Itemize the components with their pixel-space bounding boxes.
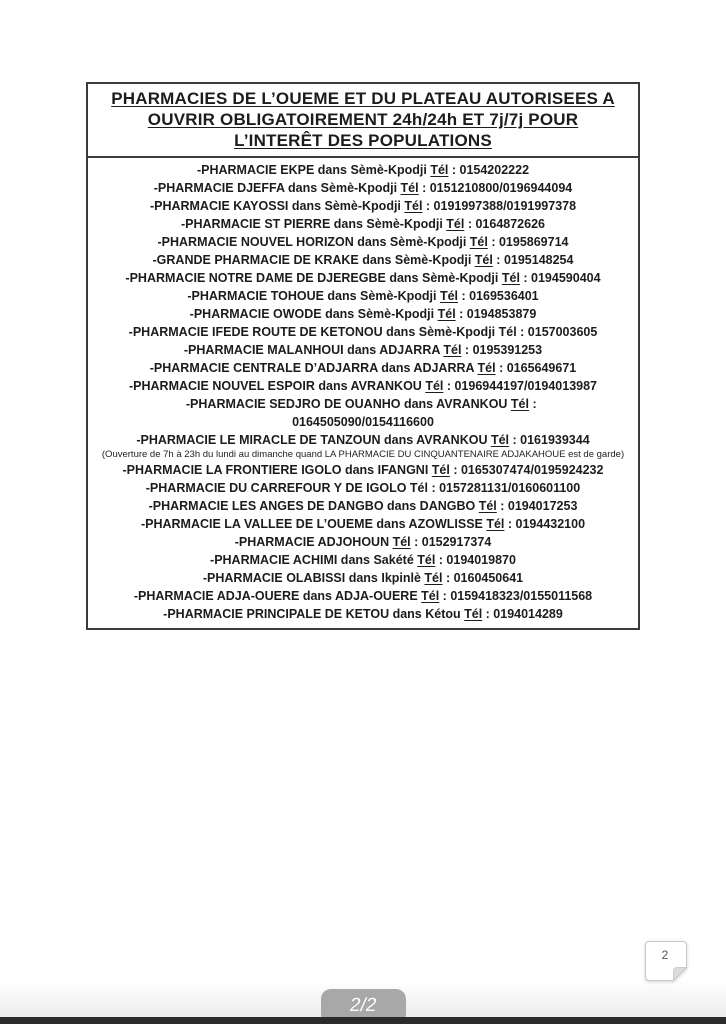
tel-separator: : [422, 199, 434, 213]
pharmacy-name: -PHARMACIE EKPE dans Sèmè-Kpodji [196, 163, 431, 177]
tel-number: 0194590404 [531, 271, 601, 285]
tel-separator: : [464, 217, 476, 231]
pharmacy-name: -PHARMACIE LA FRONTIERE IGOLO dans IFANGNI [122, 463, 432, 477]
pharmacy-name: -PHARMACIE DJEFFA dans Sèmè-Kpodji [153, 181, 401, 195]
pharmacy-name: -PHARMACIE ADJA-OUERE dans ADJA-OUERE [133, 589, 422, 603]
pharmacy-entry [98, 395, 628, 431]
tel-label: Tél [477, 361, 496, 375]
tel-number: 0159418323/0155011568 [450, 589, 593, 603]
tel-number: 0164505090/0154116600 [292, 415, 434, 429]
pharmacy-entry [98, 323, 628, 341]
pharmacy-name: -PHARMACIE LA VALLEE DE L’OUEME dans AZOWLISSE [140, 517, 487, 531]
pharmacy-entry [98, 215, 628, 233]
tel-separator: : [509, 433, 521, 447]
tel-number: 0196944197/0194013987 [454, 379, 597, 393]
pharmacy-name: -PHARMACIE ACHIMI dans Sakété [210, 553, 418, 567]
pharmacy-entry [98, 461, 628, 479]
tel-number: 0151210800/0196944094 [429, 181, 573, 195]
tel-label: Tél [464, 607, 483, 621]
pharmacy-name: -PHARMACIE SEDJRO DE OUANHO dans AVRANKOU [185, 397, 511, 411]
pharmacy-entry [98, 533, 628, 551]
tel-label: Tél [421, 589, 440, 603]
document-title [88, 84, 638, 158]
tel-number: 0195148254 [503, 253, 574, 267]
tel-separator: : [487, 235, 499, 249]
tel-label: Tél [430, 163, 449, 177]
pharmacy-name: -GRANDE PHARMACIE DE KRAKE dans Sèmè-Kpodji [152, 253, 475, 267]
pharmacy-name: -PHARMACIE PRINCIPALE DE KETOU dans Kétou [163, 607, 465, 621]
pharmacy-name: -PHARMACIE LE MIRACLE DE TANZOUN dans AVRANKOU [136, 433, 491, 447]
tel-label: Tél [478, 499, 497, 513]
pharmacy-entry [98, 269, 628, 287]
opening-hours-note: (Ouverture de 7h à 23h du lundi au dimanche quand LA PHARMACIE DU CINQUANTENAIRE ADJAKAHOUE est de garde) [101, 449, 625, 460]
tel-label: Tél [409, 481, 428, 495]
pharmacy-name: -PHARMACIE ADJOHOUN [234, 535, 393, 549]
tel-separator: : [439, 589, 451, 603]
tel-separator: : [461, 343, 473, 357]
pharmacy-table [86, 82, 640, 630]
tel-label: Tél [424, 571, 443, 585]
pharmacy-name: -PHARMACIE OLABISSI dans Ikpinlè [202, 571, 425, 585]
tel-number: 0194432100 [515, 517, 586, 531]
pharmacy-entry [98, 431, 628, 461]
tel-label: Tél [469, 235, 488, 249]
pharmacy-name: -PHARMACIE NOTRE DAME DE DJEREGBE dans Sèmè-Kpodji [125, 271, 502, 285]
tel-number: 0169536401 [469, 289, 539, 303]
tel-number: 0161939344 [520, 433, 590, 447]
tel-number: 0194019870 [446, 553, 516, 567]
pharmacy-name: -PHARMACIE ST PIERRE dans Sèmè-Kpodji [180, 217, 447, 231]
tel-label: Tél [490, 433, 510, 447]
pharmacy-entry [98, 587, 628, 605]
tel-number: 0157003605 [527, 325, 598, 339]
tel-label: Tél [404, 199, 423, 213]
pharmacy-name: -PHARMACIE TOHOUE dans Sèmè-Kpodji [187, 289, 440, 303]
tel-separator: : [528, 397, 541, 411]
tel-separator: : [492, 253, 504, 267]
pharmacy-name: -PHARMACIE KAYOSSI dans Sèmè-Kpodji [149, 199, 405, 213]
pharmacy-entry [98, 569, 628, 587]
tel-number: 0154202222 [459, 163, 530, 177]
pharmacy-entry [98, 341, 628, 359]
pharmacy-list [88, 158, 638, 628]
tel-label: Tél [510, 397, 529, 411]
tel-label: Tél [501, 271, 520, 285]
pharmacy-name: -PHARMACIE IFEDE ROUTE DE KETONOU dans Sèmè-Kpodji [128, 325, 499, 339]
tel-label: Tél [474, 253, 493, 267]
pharmacy-entry [98, 515, 628, 533]
tel-separator: : [496, 499, 508, 513]
tel-number: 0194017253 [507, 499, 578, 513]
pharmacy-entry [98, 233, 628, 251]
pharmacy-name: -PHARMACIE LES ANGES DE DANGBO dans DANGBO [148, 499, 479, 513]
pharmacy-entry [98, 287, 628, 305]
tel-separator: : [443, 379, 455, 393]
pharmacy-entry [98, 197, 628, 215]
page-indicator-label: 2/2 [348, 995, 379, 1016]
tel-separator: : [519, 271, 532, 285]
tel-label: Tél [446, 217, 465, 231]
page-scroll-thumbnail-button[interactable] [645, 941, 687, 981]
tel-separator: : [427, 481, 440, 495]
tel-number: 0194853879 [466, 307, 537, 321]
tel-label: Tél [498, 325, 517, 339]
tel-number: 0160450641 [453, 571, 524, 585]
pharmacy-name: -PHARMACIE NOUVEL ESPOIR dans AVRANKOU [128, 379, 426, 393]
pharmacy-entry [98, 551, 628, 569]
tel-label: Tél [392, 535, 411, 549]
pharmacy-entry [98, 605, 628, 623]
tel-separator: : [455, 307, 467, 321]
tel-separator: : [435, 553, 447, 567]
tel-separator: : [449, 463, 461, 477]
pharmacy-entry [98, 497, 628, 515]
tel-number: 0191997388/0191997378 [433, 199, 577, 213]
tel-number: 0152917374 [421, 535, 492, 549]
tel-label: Tél [425, 379, 444, 393]
pharmacy-entry [98, 377, 628, 395]
thumbnail-page-number: 2 [661, 948, 669, 962]
bottom-bar [0, 1017, 726, 1024]
tel-separator: : [410, 535, 422, 549]
pharmacy-name: -PHARMACIE NOUVEL HORIZON dans Sèmè-Kpodji [157, 235, 470, 249]
tel-label: Tél [439, 289, 458, 303]
pharmacy-entry [98, 305, 628, 323]
tel-separator: : [442, 571, 454, 585]
page-thumbnail-icon [645, 941, 687, 981]
title-line-1: PHARMACIES DE L’OUEME ET DU PLATEAU AUTORISEES A [111, 89, 615, 108]
tel-label: Tél [443, 343, 462, 357]
pharmacy-name: -PHARMACIE DU CARREFOUR Y DE IGOLO [145, 481, 410, 495]
tel-label: Tél [400, 181, 419, 195]
tel-separator: : [495, 361, 507, 375]
tel-number: 0157281131/0160601100 [439, 481, 581, 495]
pharmacy-name: -PHARMACIE CENTRALE D’ADJARRA dans ADJARRA [149, 361, 478, 375]
tel-separator: : [458, 289, 470, 303]
pharmacy-entry [98, 179, 628, 197]
pharmacy-entry [98, 161, 628, 179]
title-line-3: L’INTERÊT DES POPULATIONS [234, 131, 492, 150]
tel-label: Tél [431, 463, 450, 477]
tel-separator: : [448, 163, 460, 177]
tel-number: 0164872626 [475, 217, 545, 231]
tel-number: 0165649671 [506, 361, 577, 375]
tel-separator: : [516, 325, 528, 339]
tel-separator: : [482, 607, 494, 621]
pharmacy-entry [98, 251, 628, 269]
pharmacy-entry [98, 479, 628, 497]
pharmacy-name: -PHARMACIE OWODE dans Sèmè-Kpodji [189, 307, 438, 321]
tel-separator: : [504, 517, 516, 531]
pharmacy-name: -PHARMACIE MALANHOUI dans ADJARRA [183, 343, 444, 357]
title-line-2: OUVRIR OBLIGATOIREMENT 24h/24h ET 7j/7j POUR [147, 110, 579, 129]
tel-number: 0194014289 [493, 607, 563, 621]
tel-separator: : [418, 181, 430, 195]
tel-label: Tél [486, 517, 505, 531]
pharmacy-entry [98, 359, 628, 377]
tel-label: Tél [417, 553, 436, 567]
tel-number: 0165307474/0195924232 [460, 463, 604, 477]
tel-label: Tél [437, 307, 456, 321]
tel-number: 0195391253 [472, 343, 543, 357]
tel-number: 0195869714 [498, 235, 569, 249]
